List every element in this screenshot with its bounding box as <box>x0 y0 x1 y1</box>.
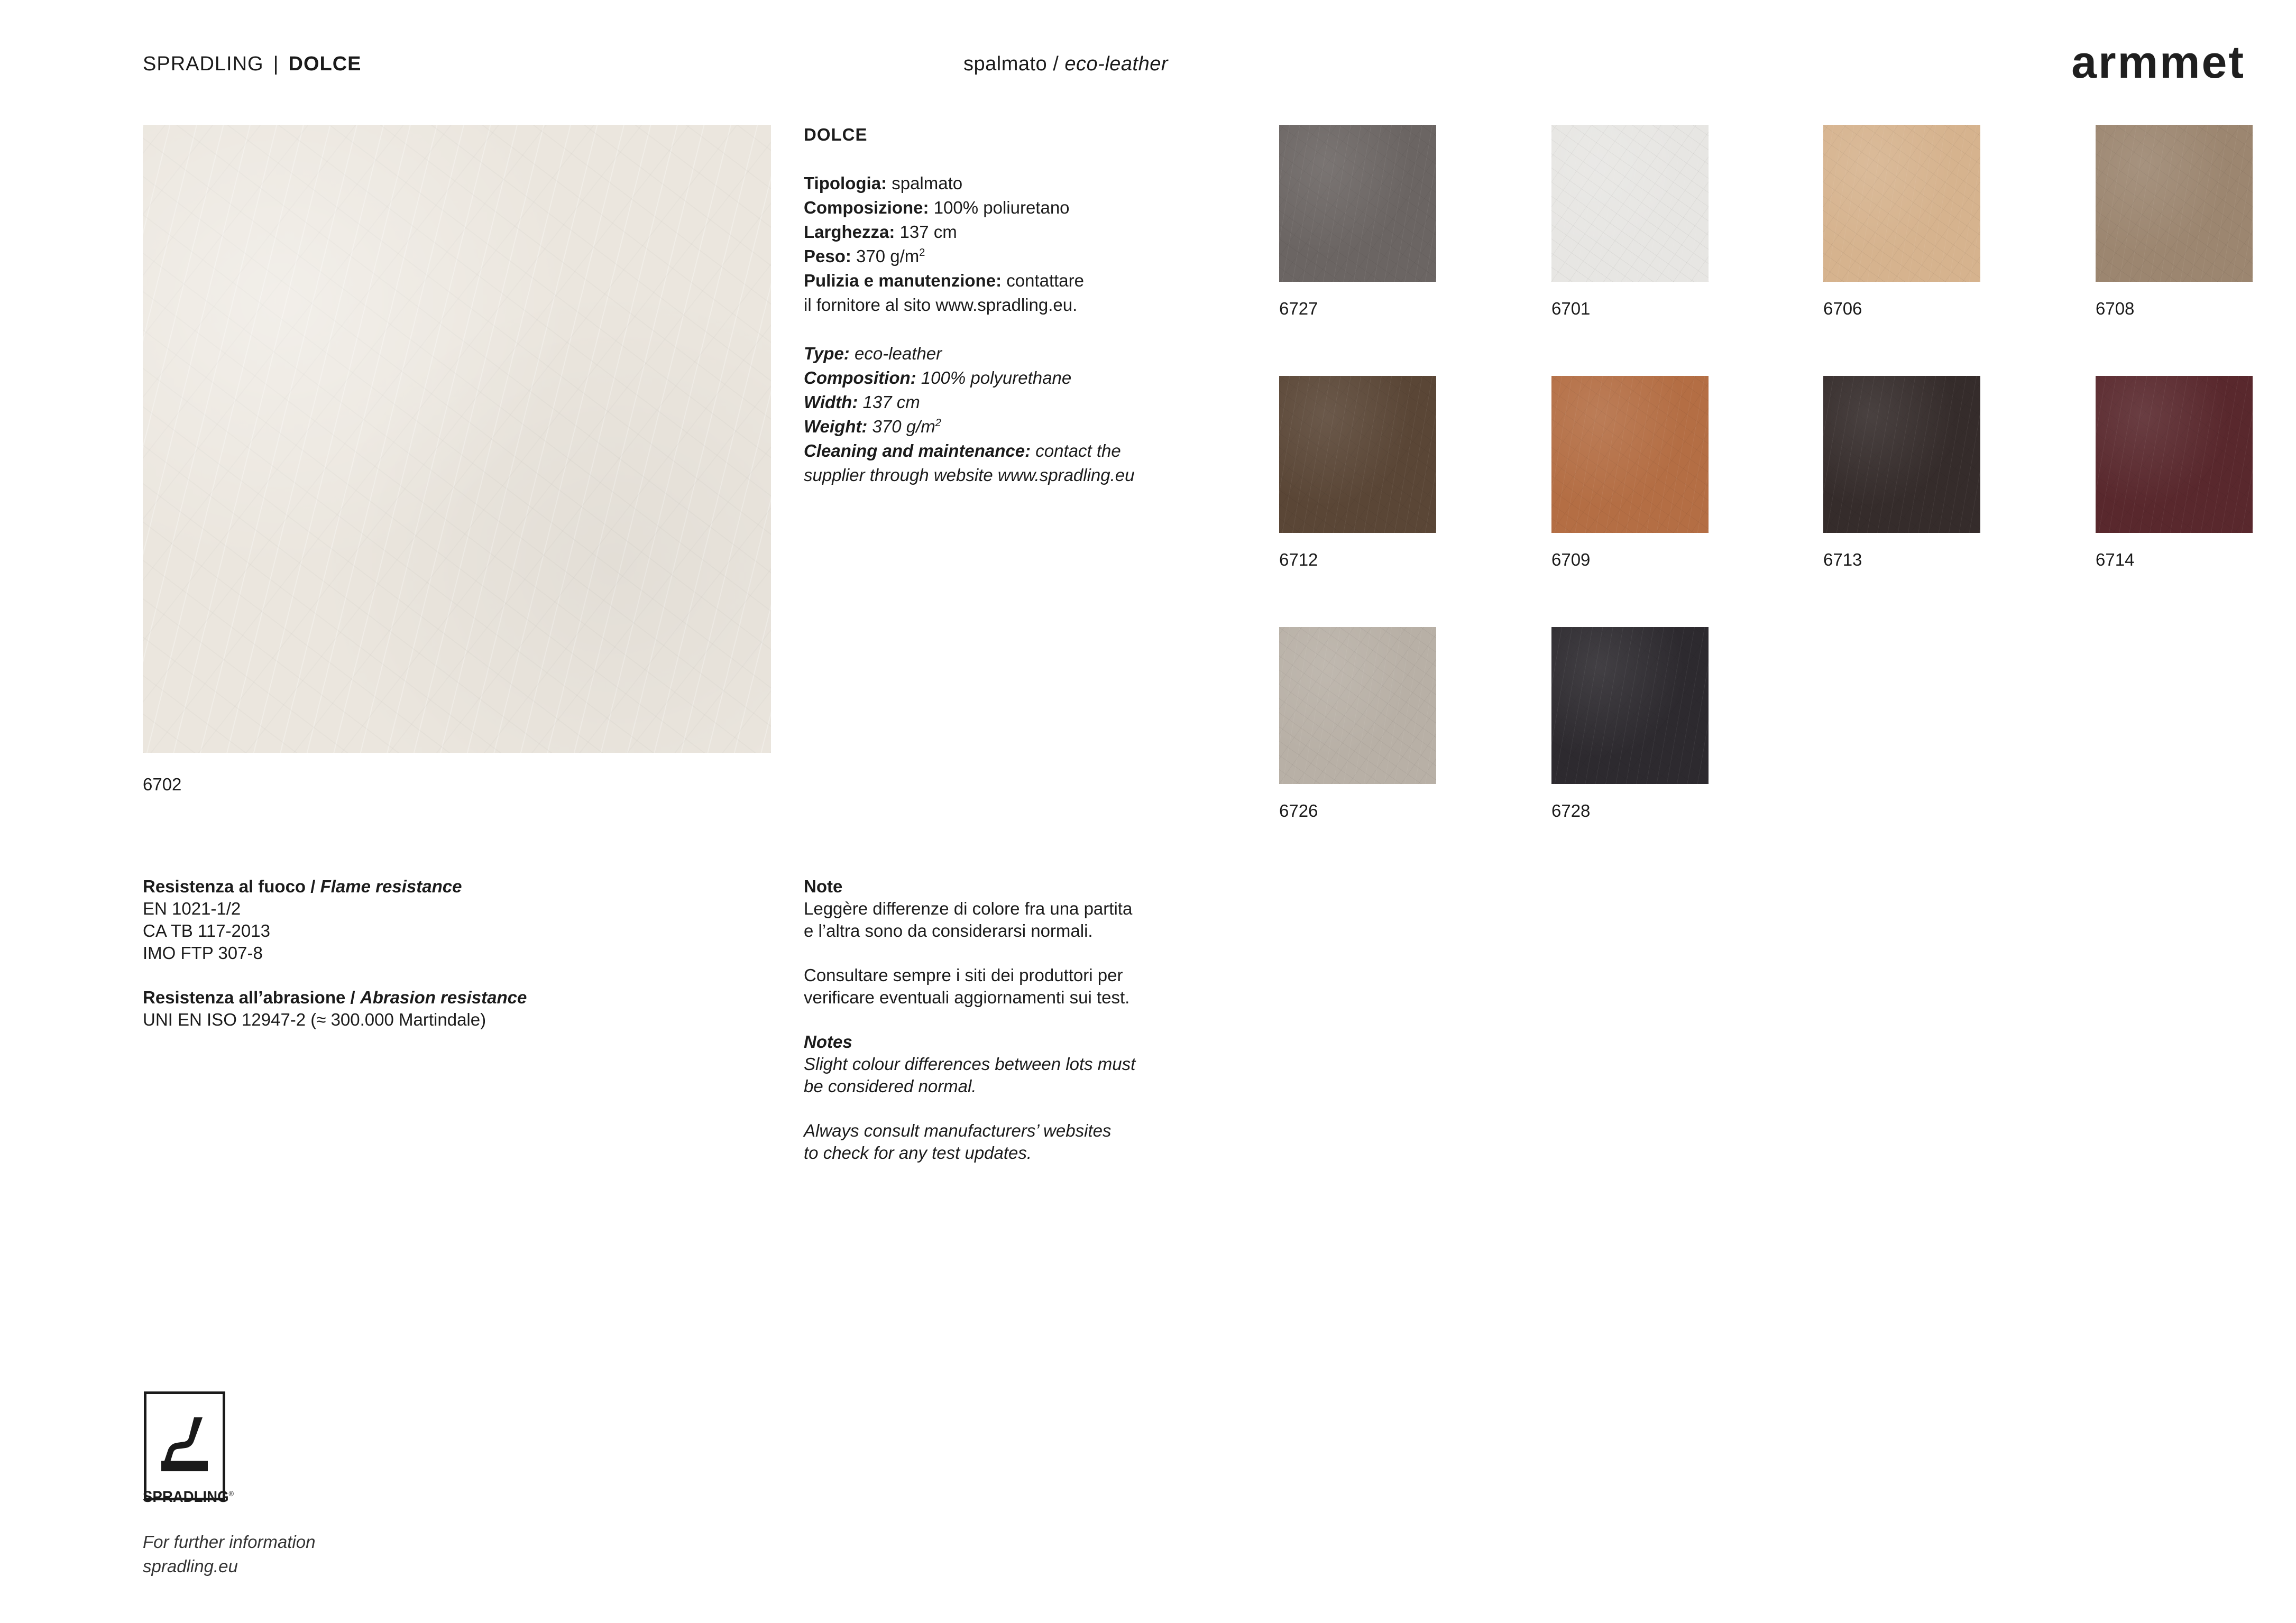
note-line: Slight colour differences between lots must <box>804 1054 1136 1074</box>
spec-value: 370 g/m <box>851 246 920 266</box>
spec-line <box>804 390 1206 414</box>
color-swatch[interactable] <box>1551 627 1709 784</box>
color-swatch[interactable] <box>1279 125 1436 282</box>
armmet-logo: armmet <box>2071 37 2245 88</box>
spec-superscript: 2 <box>935 417 941 429</box>
flame-standard: EN 1021-1/2 <box>143 899 241 918</box>
spradling-logo-text <box>143 1488 234 1507</box>
swatch-code: 6708 <box>2096 299 2135 318</box>
swatch-code: 6727 <box>1279 299 1318 318</box>
material-type-en: eco-leather <box>1064 53 1169 75</box>
flame-standard: CA TB 117-2013 <box>143 921 270 940</box>
color-swatch[interactable] <box>2096 125 2253 282</box>
spec-label: Weight: <box>804 417 868 436</box>
abrasion-title-separator: / <box>345 988 360 1007</box>
color-swatch[interactable] <box>1823 125 1980 282</box>
abrasion-title-it: Resistenza all’abrasione <box>143 988 346 1007</box>
note-line: Always consult manufacturers’ websites <box>804 1121 1112 1140</box>
registered-mark: ® <box>228 1489 234 1498</box>
spec-line <box>804 244 1206 269</box>
color-swatch[interactable] <box>2096 376 2253 533</box>
spec-label: Type: <box>804 344 850 363</box>
note-line: verificare eventuali aggiornamenti sui test. <box>804 988 1130 1007</box>
color-swatch[interactable] <box>1279 376 1436 533</box>
footer-line: For further information <box>143 1532 316 1552</box>
material-type-separator: / <box>1047 53 1065 75</box>
header-brand <box>143 52 362 76</box>
spec-italian <box>804 171 1206 317</box>
spec-line <box>804 220 1206 244</box>
swatch-code: 6706 <box>1823 299 1862 318</box>
color-swatch[interactable] <box>1279 627 1436 784</box>
spec-line <box>804 293 1206 317</box>
spec-value: contact the <box>1031 441 1121 460</box>
spradling-logo-icon <box>144 1391 225 1500</box>
main-swatch-image <box>143 125 771 753</box>
flame-standard: IMO FTP 307-8 <box>143 943 263 963</box>
note-line: e l’altra sono da considerarsi normali. <box>804 921 1093 940</box>
swatch-code: 6714 <box>2096 550 2135 569</box>
material-type-it: spalmato <box>963 53 1048 75</box>
spradling-wordmark: SPRADLING <box>143 1488 229 1506</box>
spec-line <box>804 463 1206 487</box>
spec-value: 100% polyurethane <box>916 368 1072 388</box>
header-separator: | <box>273 53 279 75</box>
spec-line <box>804 414 1206 439</box>
spec-title: DOLCE <box>804 125 868 144</box>
spec-value: spalmato <box>887 173 963 193</box>
flame-title-separator: / <box>306 877 320 896</box>
footer-link[interactable]: spradling.eu <box>143 1556 238 1576</box>
spec-line <box>804 366 1206 390</box>
spec-value: supplier through website www.spradling.eu <box>804 465 1135 485</box>
spec-label: Width: <box>804 392 858 412</box>
color-swatch[interactable] <box>1551 125 1709 282</box>
notes-section <box>804 875 1206 1164</box>
spec-label: Tipologia: <box>804 173 887 193</box>
footer-info <box>143 1530 315 1579</box>
spec-line <box>804 171 1206 196</box>
spec-value: 137 cm <box>895 222 957 242</box>
note-line: Leggère differenze di colore fra una partita <box>804 899 1133 918</box>
product-name: DOLCE <box>288 53 362 75</box>
color-swatch[interactable] <box>1823 376 1980 533</box>
spec-line <box>804 439 1206 463</box>
abrasion-title-en: Abrasion resistance <box>360 988 527 1007</box>
spec-label: Pulizia e manutenzione: <box>804 271 1002 290</box>
spec-value: 100% poliuretano <box>929 198 1070 217</box>
flame-resistance-title <box>143 875 777 898</box>
note-line: be considered normal. <box>804 1076 977 1096</box>
swatch-code: 6712 <box>1279 550 1318 569</box>
swatch-code: 6709 <box>1551 550 1591 569</box>
main-swatch-code: 6702 <box>143 774 182 794</box>
swatch-code: 6726 <box>1279 801 1318 820</box>
spec-value: il fornitore al sito www.spradling.eu. <box>804 295 1078 315</box>
spec-label: Cleaning and maintenance: <box>804 441 1031 460</box>
spec-superscript: 2 <box>919 247 925 259</box>
spec-value: contattare <box>1002 271 1084 290</box>
spec-line <box>804 269 1206 293</box>
spec-label: Larghezza: <box>804 222 895 242</box>
spec-value: eco-leather <box>849 344 942 363</box>
spec-label: Composition: <box>804 368 916 388</box>
swatch-code: 6728 <box>1551 801 1591 820</box>
header-material-type <box>963 52 1168 76</box>
color-swatch[interactable] <box>1551 376 1709 533</box>
abrasion-value: UNI EN ISO 12947-2 (≈ 300.000 Martindale) <box>143 1010 486 1029</box>
spec-sheet <box>804 123 1206 512</box>
test-certifications <box>143 875 777 1031</box>
spec-label: Composizione: <box>804 198 929 217</box>
note-line: to check for any test updates. <box>804 1143 1032 1163</box>
swatch-code: 6713 <box>1823 550 1862 569</box>
notes-title-it: Note <box>804 877 843 896</box>
spec-english <box>804 342 1206 487</box>
spradling-s-icon <box>161 1414 208 1471</box>
swatch-code: 6701 <box>1551 299 1591 318</box>
notes-title-en: Notes <box>804 1032 852 1052</box>
spec-value: 370 g/m <box>867 417 935 436</box>
flame-title-en: Flame resistance <box>320 877 462 896</box>
note-line: Consultare sempre i siti dei produttori per <box>804 965 1123 985</box>
spec-value: 137 cm <box>858 392 920 412</box>
brand-name: SPRADLING <box>143 53 264 75</box>
flame-title-it: Resistenza al fuoco <box>143 877 306 896</box>
spec-line <box>804 196 1206 220</box>
spec-label: Peso: <box>804 246 851 266</box>
spec-line <box>804 342 1206 366</box>
abrasion-title <box>143 986 777 1009</box>
